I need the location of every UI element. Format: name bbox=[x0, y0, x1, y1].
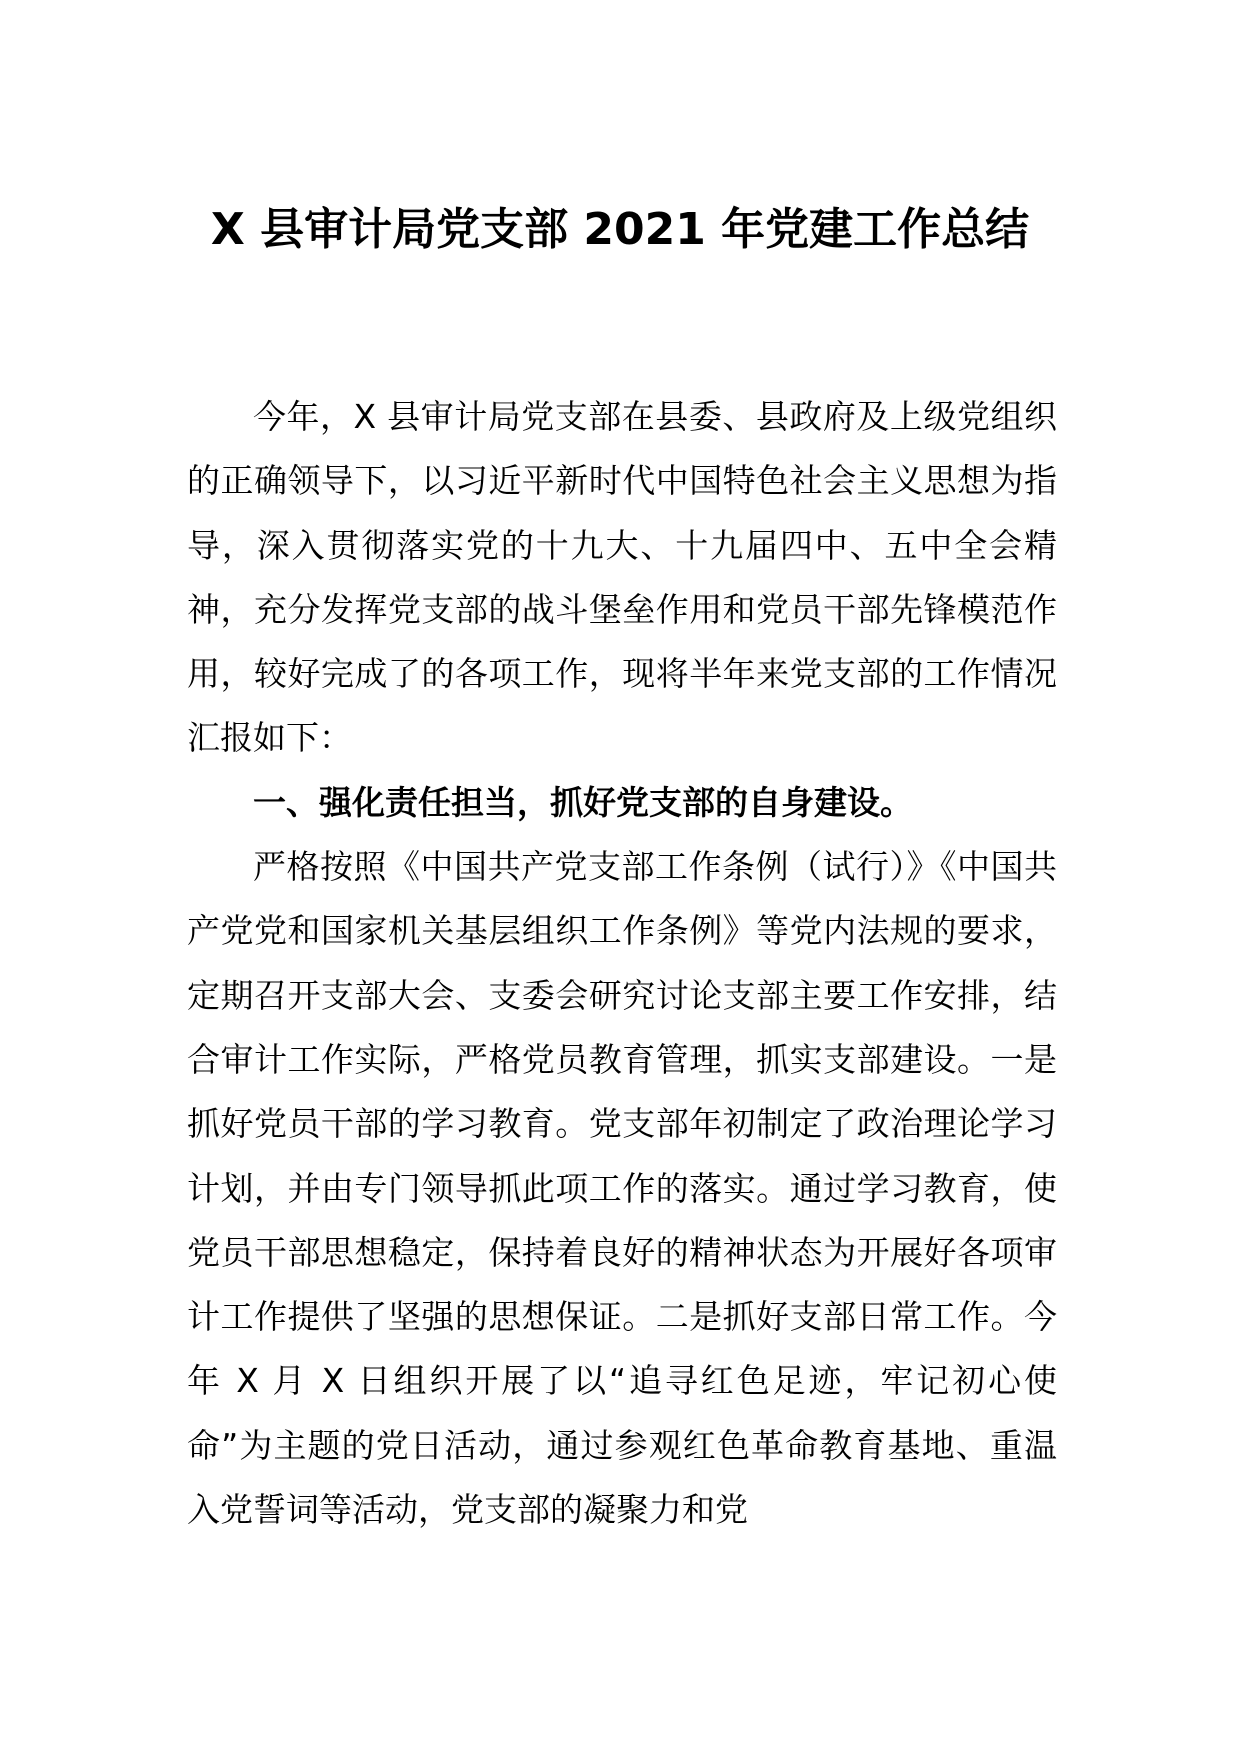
section-heading: 一、强化责任担当，抓好党支部的自身建设。 bbox=[253, 782, 913, 822]
document-title: X 县审计局党支部 2021 年党建工作总结 bbox=[210, 204, 1030, 255]
intro-paragraph: 今年，X 县审计局党支部在县委、县政府及上级党组织的正确领导下，以习近平新时代中国特色社会主义思想为指导，深入贯彻落实党的十九大、十九届四中、五中全会精神，充分发挥党支部的战斗堡垒作用和党员干部先锋模范作用，较好完成了的各项工作，现将半年来党支部的工作情况汇报如下： bbox=[187, 397, 1057, 758]
section-paragraph: 严格按照《中国共产党支部工作条例（试行）》《中国共产党党和国家机关基层组织工作条例》等党内法规的要求，定期召开支部大会、支委会研究讨论支部主要工作安排，结合审计工作实际，严格党员教育管理，抓实支部建设。一是抓好党员干部的学习教育。党支部年初制定了政治理论学习计划，并由专门领导抓此项工作的落实。通过学习教育，使党员干部思想稳定，保持着良好的精神状态为开展好各项审计工作提供了坚强的思想保证。二是抓好支部日常工作。今年 X 月 X 日组织开展了以“追寻红色足迹，牢记初心使命”为主题的党日活动，通过参观红色革命教育基地、重温入党誓词等活动，党支部的凝聚力和党 bbox=[187, 847, 1057, 1530]
document-body bbox=[187, 385, 1057, 1542]
